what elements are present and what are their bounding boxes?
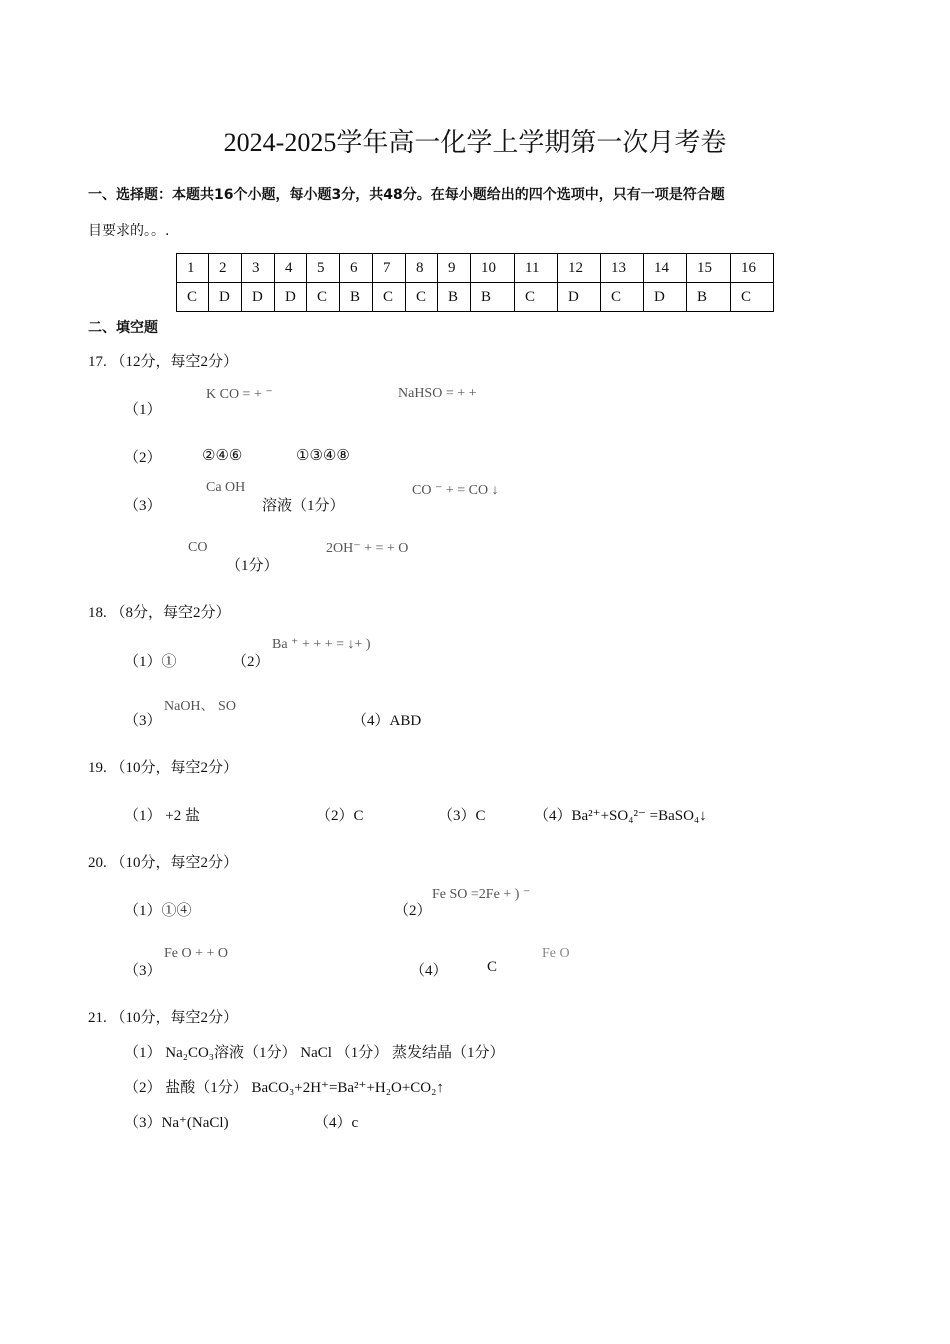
q21-heading: 21. （10分，每空2分） bbox=[88, 1010, 239, 1026]
q21-part3: （3）Na⁺(NaCl) bbox=[124, 1115, 229, 1131]
q20-part1: （1）①④ bbox=[124, 903, 192, 919]
answer-row bbox=[177, 283, 774, 312]
q17-part1: （1） bbox=[124, 402, 162, 418]
q17-formula-3a: Ca OH bbox=[206, 480, 246, 495]
q18-heading: 18. （8分，每空2分） bbox=[88, 605, 231, 621]
q19-part4: （4）Ba²⁺+SO₄²⁻ =BaSO₄↓ bbox=[534, 808, 707, 824]
q19-part1: （1） +2 盐 bbox=[124, 808, 200, 824]
q20-part3: （3） bbox=[124, 963, 162, 979]
section1-instructions: 一、选择题：本题共16个小题，每小题3分，共48分。在每小题给出的四个选项中，只有一项是符合题 bbox=[88, 187, 725, 203]
page-title: 2024-2025学年高一化学上学期第一次月考卷 bbox=[223, 128, 727, 157]
section1-instructions-cont: 目要求的。。. bbox=[88, 223, 170, 239]
q20-answer-4: C bbox=[487, 959, 498, 975]
q17-formula-1b: NaHSO = + + bbox=[398, 386, 477, 401]
answer-cell: C bbox=[601, 283, 644, 312]
q17-heading: 17. （12分，每空2分） bbox=[88, 354, 239, 370]
q18-part1: （1）① bbox=[124, 654, 177, 670]
section2-heading: 二、填空题 bbox=[88, 320, 158, 336]
question-number-cell: 9 bbox=[438, 254, 471, 283]
q18-part2: （2） bbox=[232, 654, 270, 670]
q18-part3: （3） bbox=[124, 713, 162, 729]
q17-score-4b: （1分） bbox=[226, 558, 279, 574]
q20-formula-2: Fe SO =2Fe + ) ⁻ bbox=[432, 887, 531, 902]
answer-cell: C bbox=[406, 283, 438, 312]
q20-formula-4: Fe O bbox=[542, 946, 570, 961]
q20-formula-3: Fe O + + O bbox=[164, 946, 229, 961]
answer-cell: C bbox=[731, 283, 774, 312]
q17-answer-2b: ①③④⑧ bbox=[296, 448, 350, 464]
q20-part4: （4） bbox=[410, 963, 448, 979]
q18-formula-3: NaOH、 SO bbox=[164, 699, 236, 714]
answer-cell: C bbox=[373, 283, 406, 312]
answer-table bbox=[176, 253, 774, 312]
answer-cell: C bbox=[307, 283, 340, 312]
q17-answer-2a: ②④⑥ bbox=[202, 448, 243, 464]
answer-cell: D bbox=[242, 283, 275, 312]
answer-cell: D bbox=[558, 283, 601, 312]
question-number-cell: 5 bbox=[307, 254, 340, 283]
q17-formula-4c: 2OH⁻ + = + O bbox=[326, 541, 409, 556]
question-number-cell: 15 bbox=[687, 254, 731, 283]
question-number-cell: 12 bbox=[558, 254, 601, 283]
question-number-cell: 16 bbox=[731, 254, 774, 283]
q19-part2: （2）C bbox=[316, 808, 364, 824]
answer-cell: D bbox=[209, 283, 242, 312]
question-number-cell: 1 bbox=[177, 254, 209, 283]
question-number-cell: 6 bbox=[340, 254, 373, 283]
question-number-cell: 2 bbox=[209, 254, 242, 283]
q18-formula-2: Ba ⁺ + + + = ↓+ ) bbox=[272, 637, 371, 652]
answer-cell: B bbox=[438, 283, 471, 312]
q21-line1: （1） Na₂CO₃溶液（1分） NaCl （1分） 蒸发结晶（1分） bbox=[124, 1045, 505, 1061]
question-number-cell: 14 bbox=[644, 254, 687, 283]
answer-cell: C bbox=[515, 283, 558, 312]
q17-answer-3b: 溶液（1分） bbox=[262, 498, 345, 514]
answer-cell: D bbox=[275, 283, 307, 312]
q19-part3: （3）C bbox=[438, 808, 486, 824]
q17-formula-1a: K CO = + ⁻ bbox=[206, 387, 273, 402]
q18-part4: （4）ABD bbox=[352, 713, 422, 729]
answer-cell: C bbox=[177, 283, 209, 312]
question-number-cell: 13 bbox=[601, 254, 644, 283]
q21-part4: （4）c bbox=[314, 1115, 359, 1131]
answer-cell: B bbox=[340, 283, 373, 312]
question-number-cell: 8 bbox=[406, 254, 438, 283]
q17-formula-4a: CO bbox=[188, 540, 208, 555]
question-number-cell: 4 bbox=[275, 254, 307, 283]
question-number-cell: 7 bbox=[373, 254, 406, 283]
q20-heading: 20. （10分，每空2分） bbox=[88, 855, 239, 871]
q17-part3: （3） bbox=[124, 498, 162, 514]
q17-formula-3c: CO ⁻ + = CO ↓ bbox=[412, 483, 499, 498]
question-number-cell: 11 bbox=[515, 254, 558, 283]
answer-cell: D bbox=[644, 283, 687, 312]
q17-part2: （2） bbox=[124, 450, 162, 466]
question-number-row bbox=[177, 254, 774, 283]
q20-part2: （2） bbox=[394, 903, 432, 919]
question-number-cell: 3 bbox=[242, 254, 275, 283]
q21-line2: （2） 盐酸（1分） BaCO₃+2H⁺=Ba²⁺+H₂O+CO₂↑ bbox=[124, 1080, 444, 1096]
question-number-cell: 10 bbox=[471, 254, 515, 283]
q19-heading: 19. （10分，每空2分） bbox=[88, 760, 239, 776]
answer-cell: B bbox=[471, 283, 515, 312]
answer-cell: B bbox=[687, 283, 731, 312]
